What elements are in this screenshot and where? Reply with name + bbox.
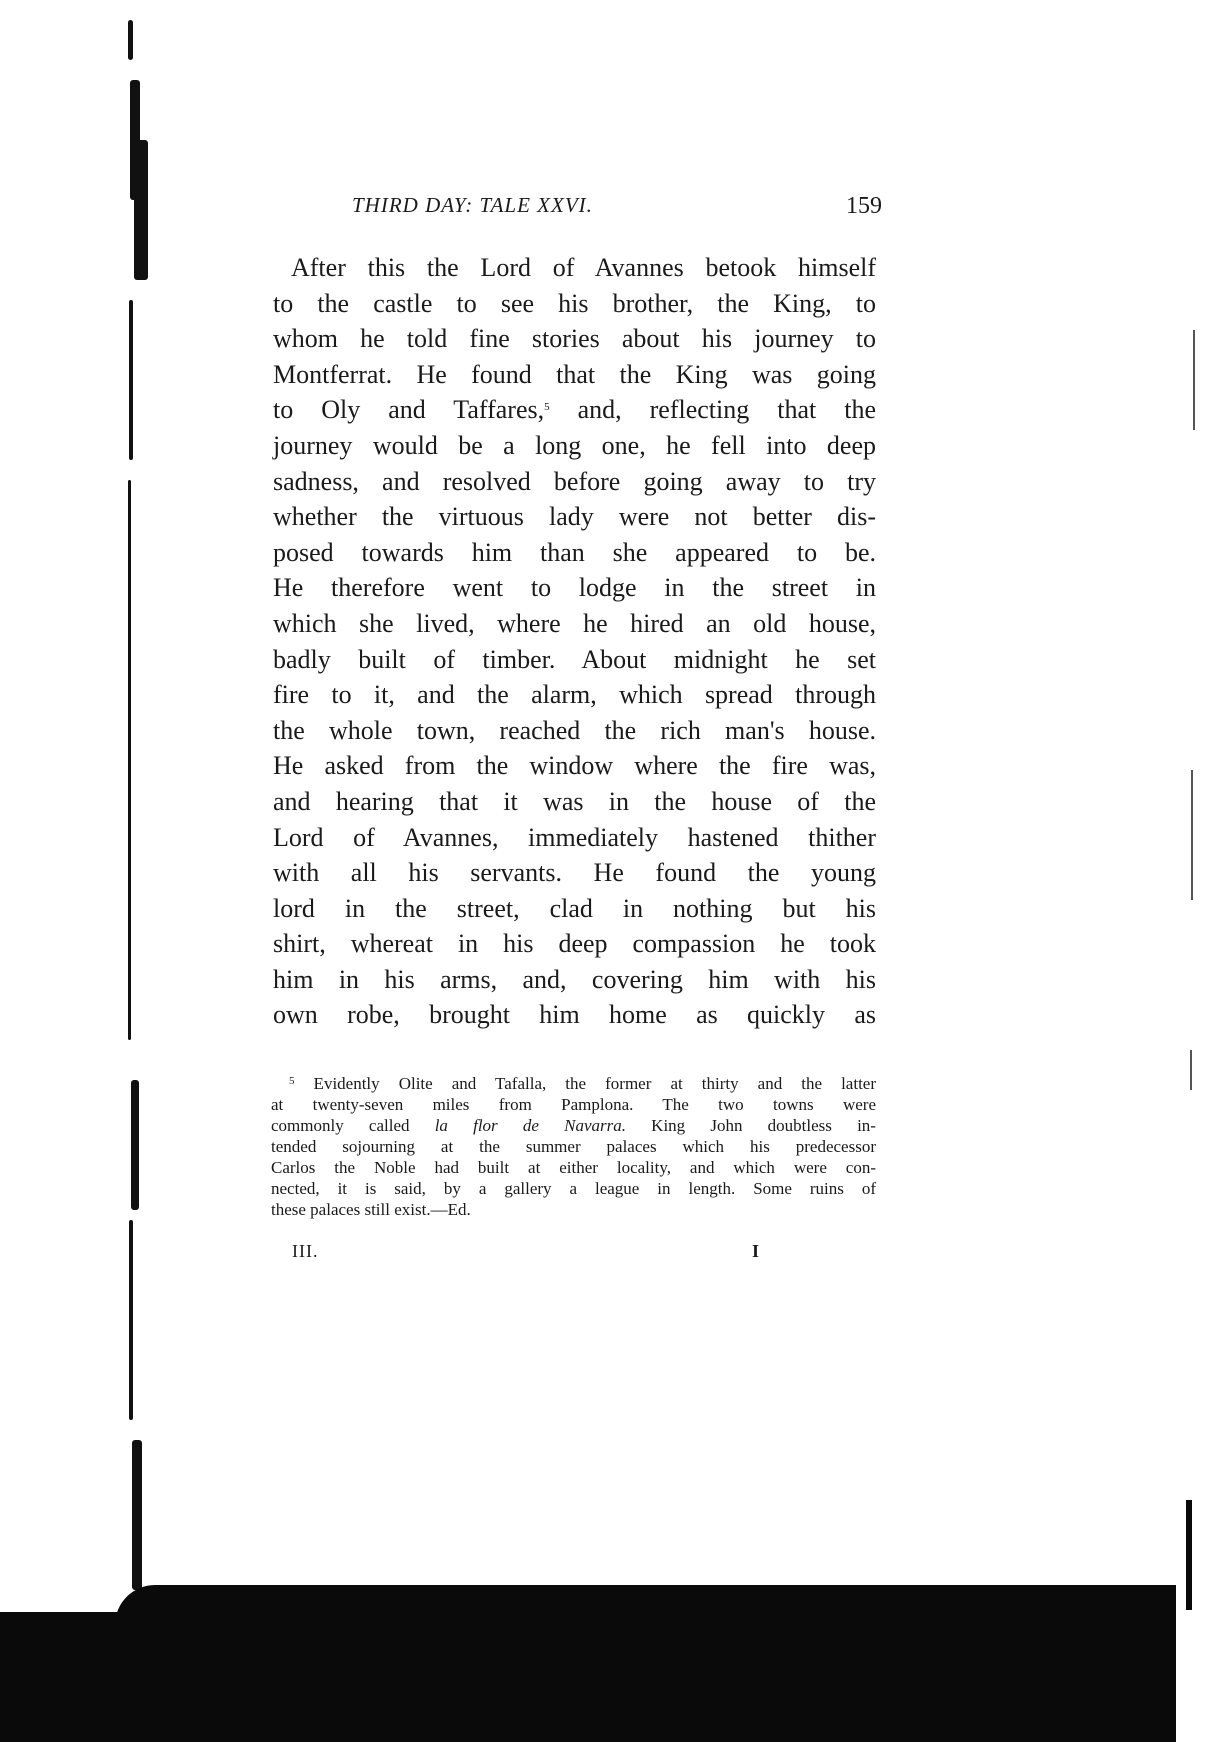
footnote-marker: 5 (289, 1075, 295, 1087)
footnote-line: nected, it is said, by a gallery a league in length. Some ruins of (271, 1179, 876, 1198)
footnote-line-text: Evidently Olite and Tafalla, the former at thirty and the latter (294, 1074, 876, 1093)
text-line: which she lived, where he hired an old house, (273, 608, 876, 638)
signature-mark: I (752, 1241, 760, 1261)
text-line: Montferrat. He found that the King was going (273, 359, 876, 389)
text-line: sadness, and resolved before going away to try (273, 466, 876, 496)
text-line: the whole town, reached the rich man's house. (273, 715, 876, 745)
page-number: 159 (846, 193, 882, 219)
volume-number: III. (292, 1241, 319, 1261)
text-line: badly built of timber. About midnight he set (273, 644, 876, 674)
bottom-shadow (0, 1612, 1180, 1742)
footnote-reference: 5 (544, 401, 550, 414)
footnote-line: at twenty-seven miles from Pamplona. The two towns were (271, 1095, 876, 1114)
text-line: with all his servants. He found the young (273, 858, 876, 888)
footnote-line (271, 1073, 876, 1094)
footnote-line-text: King John doubtless in- (625, 1116, 876, 1135)
text-line: and hearing that it was in the house of the (273, 786, 876, 816)
text-line: fire to it, and the alarm, which spread through (273, 680, 876, 710)
footnote-line: these palaces still exist.—Ed. (271, 1200, 471, 1219)
text-line-with-reference (273, 392, 876, 428)
text-line: After this the Lord of Avannes betook himself (291, 253, 876, 282)
spine-shadow (128, 20, 162, 1620)
body-text (273, 250, 876, 1033)
text-line: own robe, brought him home as quickly as (273, 1000, 876, 1030)
text-line-start: to Oly and Taffares, (273, 395, 545, 425)
footnote-line: tended sojourning at the summer palaces which his predecessor (271, 1137, 876, 1156)
text-line: to the castle to see his brother, the King, to (273, 288, 876, 318)
text-line: shirt, whereat in his deep compassion he took (273, 929, 876, 959)
running-head: THIRD DAY: TALE XXVI. (352, 193, 593, 217)
footnote-italic-phrase: la flor de Navarra. (434, 1116, 626, 1135)
footnote-line (271, 1115, 876, 1136)
text-line: him in his arms, and, covering him with his (273, 964, 876, 994)
footnote-line-text: commonly called (271, 1116, 435, 1135)
footnote (271, 1073, 876, 1220)
text-line-end: and, reflecting that the (549, 395, 876, 425)
page-header (272, 193, 882, 233)
text-line: whether the virtuous lady were not better dis- (273, 502, 876, 532)
text-line: He therefore went to lodge in the street in (273, 573, 876, 603)
text-line: Lord of Avannes, immediately hastened thither (273, 822, 876, 852)
text-line: whom he told fine stories about his journey to (273, 324, 876, 354)
text-line: posed towards him than she appeared to be. (273, 537, 876, 567)
right-margin (1176, 0, 1208, 1742)
text-line: journey would be a long one, he fell into deep (273, 430, 876, 460)
footnote-line: Carlos the Noble had built at either locality, and which were con- (271, 1158, 876, 1177)
text-line: He asked from the window where the fire was, (273, 751, 876, 781)
text-line: lord in the street, clad in nothing but his (273, 893, 876, 923)
